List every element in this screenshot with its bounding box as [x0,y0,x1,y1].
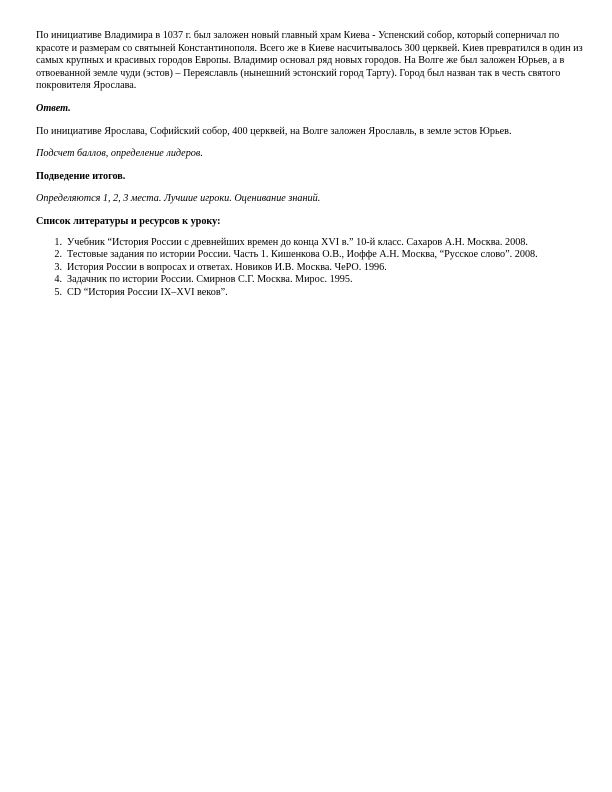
intro-line: красоте и размерам со святыней Константинополя. Всего же в Киеве насчитывалось 300 церквей. Киев превратился в один из [36,42,583,54]
reference-number: 4. [54,274,62,286]
reference-number: 1. [54,236,62,248]
reference-item [36,237,584,250]
reference-text: Тестовые задания по истории России. Часть 1. Кишенкова О.В., Иоффе А.Н. Москва, “Русское слово”. 2008. [67,249,538,261]
reference-text: Учебник “История России с древнейших времен до конца XVI в.” 10-й класс. Сахаров А.Н. Москва. 2008. [67,236,528,248]
reference-number: 5. [54,286,62,298]
answer-heading: Ответ. [36,102,71,114]
intro-line: покровителя Ярослава. [36,80,137,92]
references-heading: Список литературы и ресурсов к уроку: [36,215,221,227]
intro-paragraph [36,30,584,93]
reference-number: 2. [54,249,62,261]
summary-heading: Подведение итогов. [36,170,126,182]
scoring-note: Подсчет баллов, определение лидеров. [36,148,203,160]
reference-text: История России в вопросах и ответах. Новиков И.В. Москва. ЧеРО. 1996. [67,261,387,273]
document-page [36,30,584,300]
intro-line: отвоеванной земле чуди (эстов) – Переяславль (нынешний эстонский город Тарту). Город был назван так в честь святого [36,67,561,79]
references-list [36,237,584,300]
answer-text: По инициативе Ярослава, Софийский собор, 400 церквей, на Волге заложен Ярославль, в земле эстов Юрьев. [36,125,512,137]
reference-item [36,287,584,300]
intro-line: По инициативе Владимира в 1037 г. был заложен новый главный храм Киева - Успенский собор, который соперничал по [36,30,560,41]
summary-text: Определяются 1, 2, 3 места. Лучшие игроки. Оценивание знаний. [36,193,321,205]
intro-line: самых крупных и красивых городов Европы. Владимир основал ряд новых городов. На Волге же был заложен Юрьев, а в [36,55,565,67]
reference-item [36,262,584,275]
reference-text: Задачник по истории России. Смирнов С.Г. Москва. Мирос. 1995. [67,274,353,286]
reference-item [36,274,584,287]
reference-item [36,249,584,262]
reference-text: CD “История России IX–XVI веков”. [67,286,228,298]
reference-number: 3. [54,261,62,273]
